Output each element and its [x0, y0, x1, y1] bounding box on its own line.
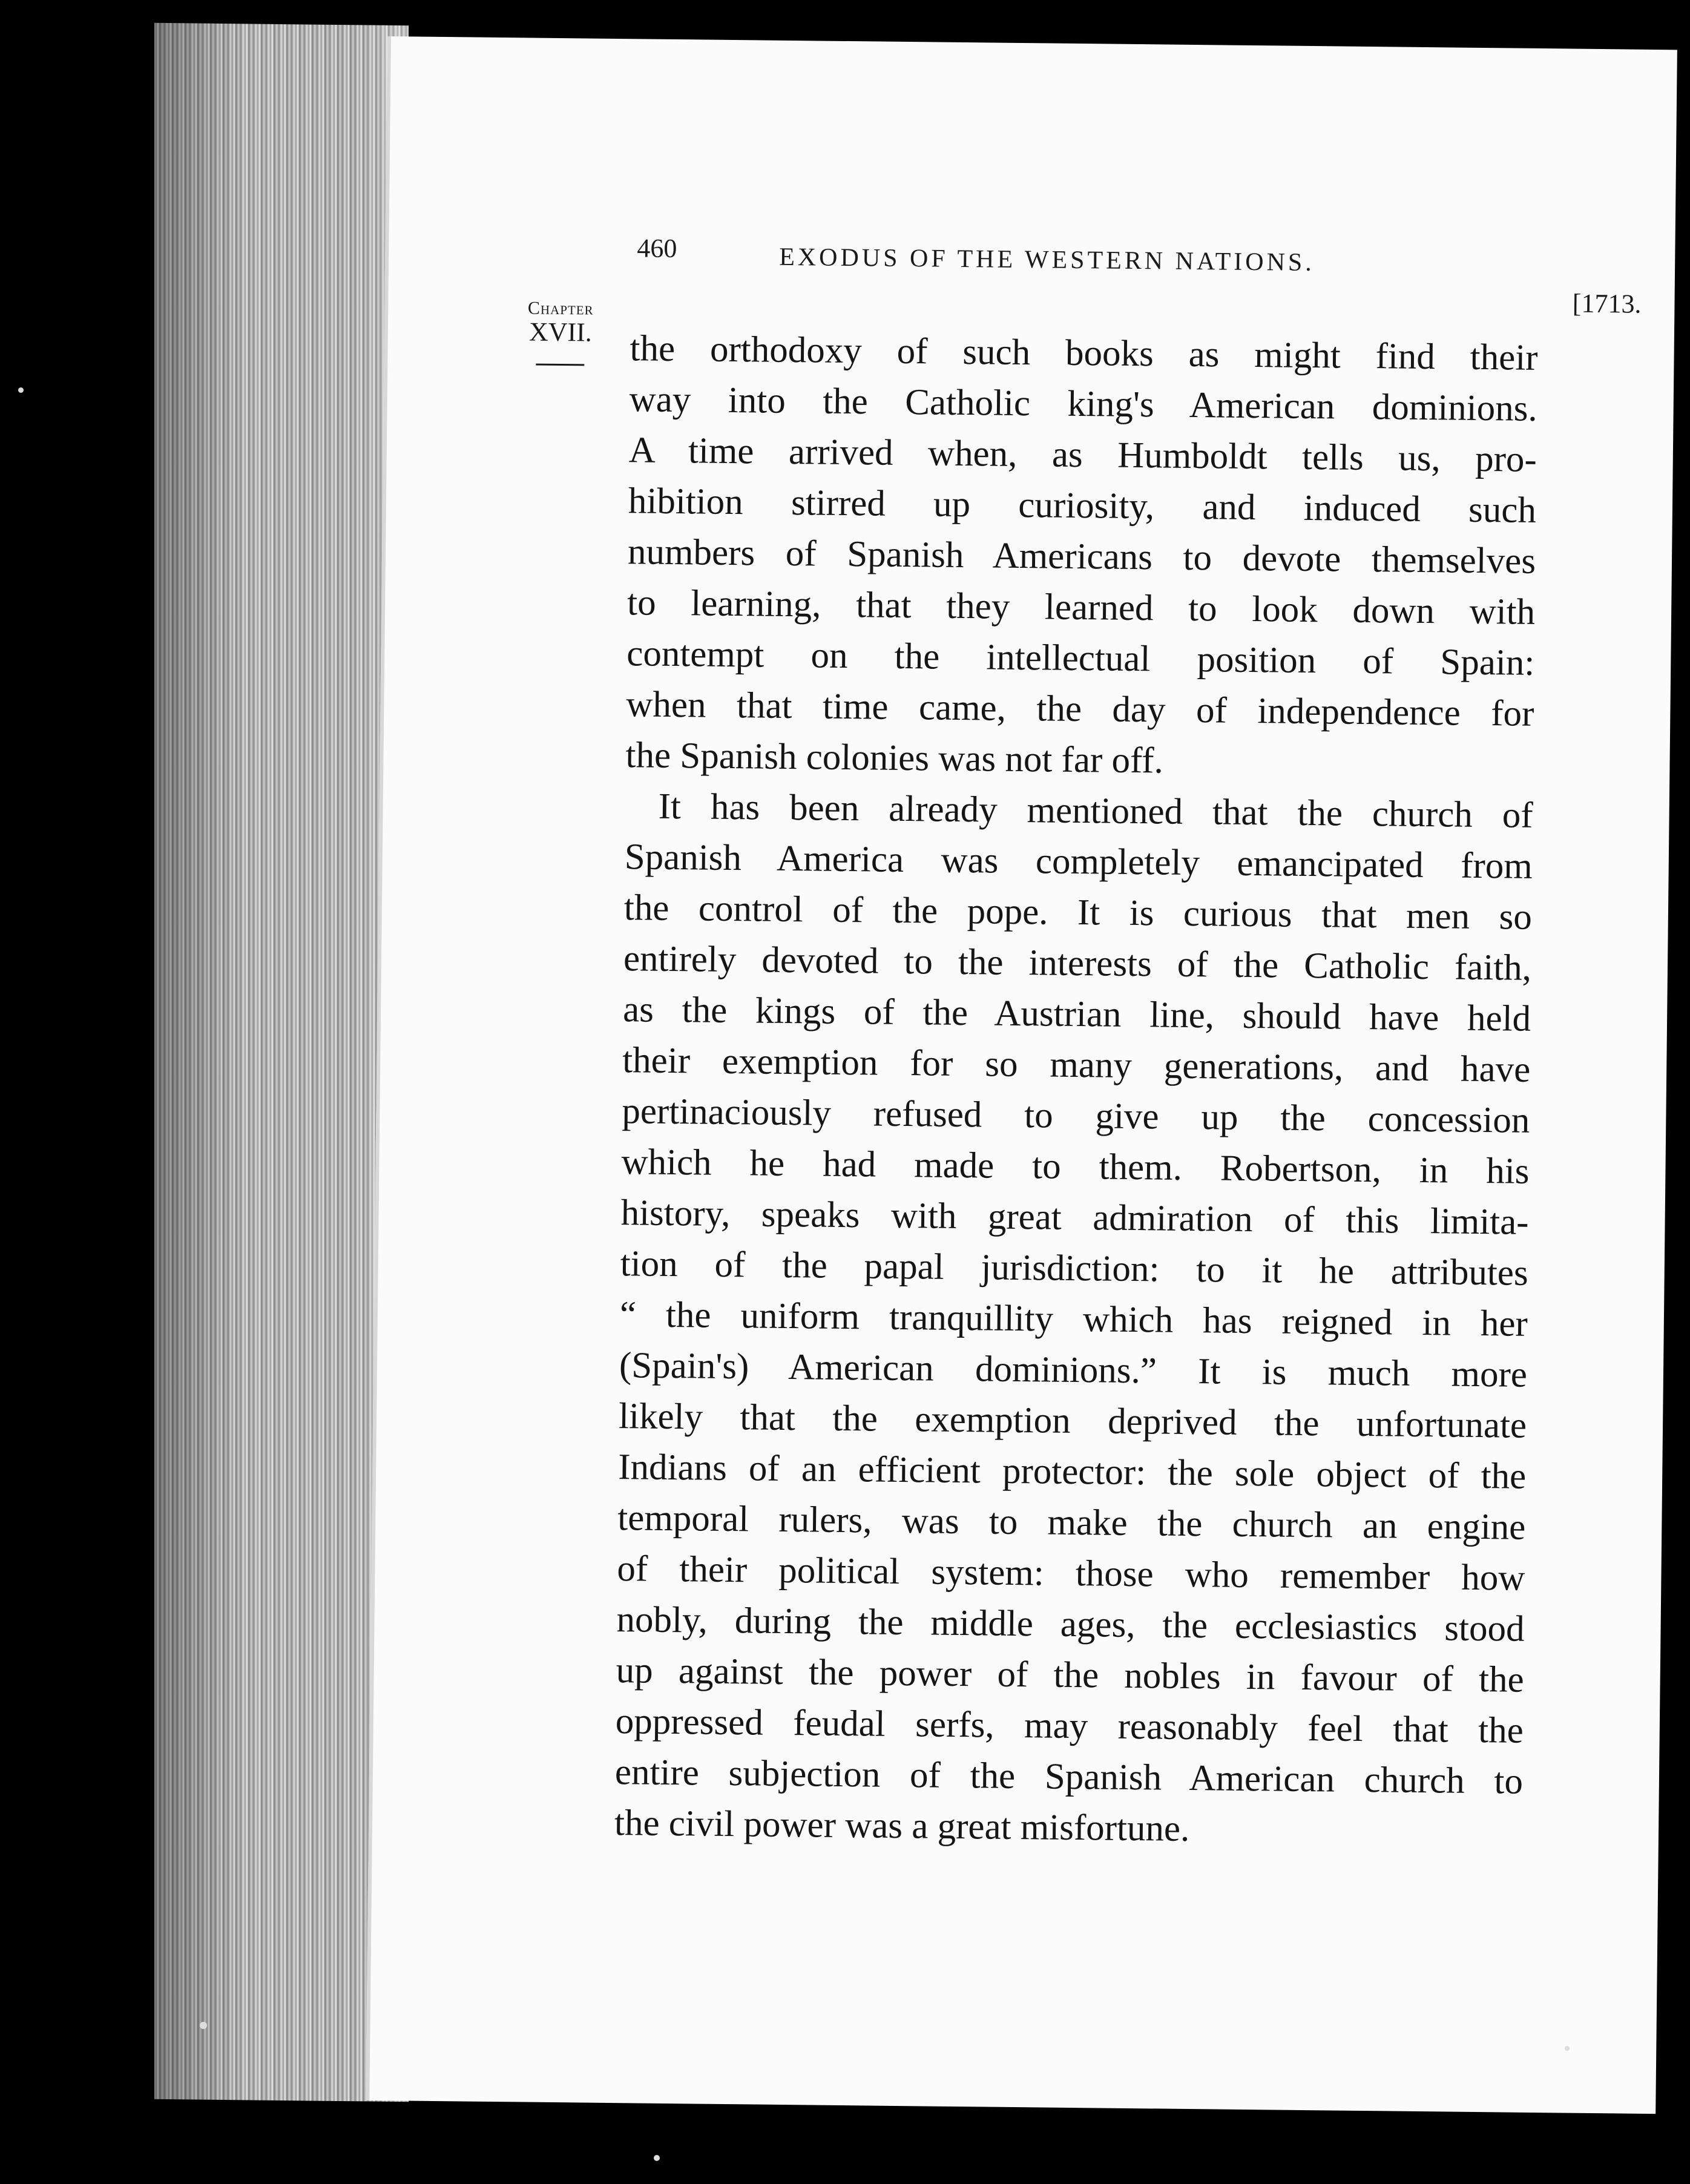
text-line: up against the power of the nobles in favour of the: [616, 1650, 1525, 1700]
text-line: temporal rulers, was to make the church an engine: [617, 1498, 1526, 1548]
dust-speck: [654, 2155, 660, 2161]
text-line: as the kings of the Austrian line, should have held: [622, 989, 1531, 1039]
text-line: Indians of an efficient protector: the sole object of the: [617, 1447, 1527, 1497]
text-line: It has been already mentioned that the church of: [658, 786, 1533, 836]
book-page: [366, 36, 1677, 2114]
text-line: hibition stirred up curiosity, and induced such: [628, 481, 1537, 531]
year-marker: [1713.: [1572, 288, 1642, 319]
chapter-label: Chapter: [527, 298, 594, 319]
text-line: the Spanish colonies was not far off.: [625, 735, 1164, 781]
text-line: entire subjection of the Spanish American church to: [614, 1752, 1524, 1802]
text-line: Spanish America was completely emancipated from: [624, 837, 1533, 887]
text-line: A time arrived when, as Humboldt tells us, pro-: [628, 430, 1537, 480]
dust-speck: [1565, 2046, 1570, 2051]
dust-speck: [200, 2022, 207, 2029]
text-line: likely that the exemption deprived the unfortunate: [618, 1396, 1527, 1446]
text-line: (Spain's) American dominions.” It is much more: [619, 1345, 1528, 1395]
body-text: [614, 323, 1538, 1858]
dust-speck: [18, 387, 24, 393]
text-line: the orthodoxy of such books as might find their: [630, 328, 1538, 378]
text-line: numbers of Spanish Americans to devote themselves: [627, 531, 1536, 582]
text-line: to learning, that they learned to look down with: [626, 582, 1536, 633]
text-line: tion of the papal jurisdiction: to it he attributes: [620, 1243, 1529, 1294]
text-line: of their political system: those who remember how: [617, 1548, 1525, 1599]
text-line: entirely devoted to the interests of the Catholic faith,: [623, 938, 1532, 988]
text-line: way into the Catholic king's American dominions.: [629, 379, 1538, 429]
running-header: [637, 232, 1666, 277]
page-number: 460: [637, 233, 677, 264]
text-line: the control of the pope. It is curious that men so: [623, 887, 1533, 938]
text-line: history, speaks with great admiration of this limita-: [620, 1192, 1529, 1243]
text-line: their exemption for so many generations, and have: [622, 1040, 1531, 1090]
text-line: contempt on the intellectual position of Spain:: [626, 633, 1535, 683]
running-title: EXODUS OF THE WESTERN NATIONS.: [778, 243, 1315, 277]
chapter-margin-note: [518, 299, 603, 366]
text-line: when that time came, the day of independence for: [626, 684, 1534, 734]
text-line: oppressed feudal serfs, may reasonably feel that the: [615, 1701, 1524, 1751]
chapter-number: XVII.: [528, 317, 593, 347]
text-line: nobly, during the middle ages, the ecclesiastics stood: [616, 1599, 1525, 1650]
text-line: “ the uniform tranquillity which has reigned in her: [619, 1294, 1528, 1344]
text-line: pertinaciously refused to give up the concession: [622, 1091, 1530, 1141]
text-line: the civil power was a great misfortune.: [614, 1803, 1190, 1850]
margin-dash: [536, 364, 584, 366]
text-line: which he had made to them. Robertson, in his: [621, 1142, 1530, 1192]
